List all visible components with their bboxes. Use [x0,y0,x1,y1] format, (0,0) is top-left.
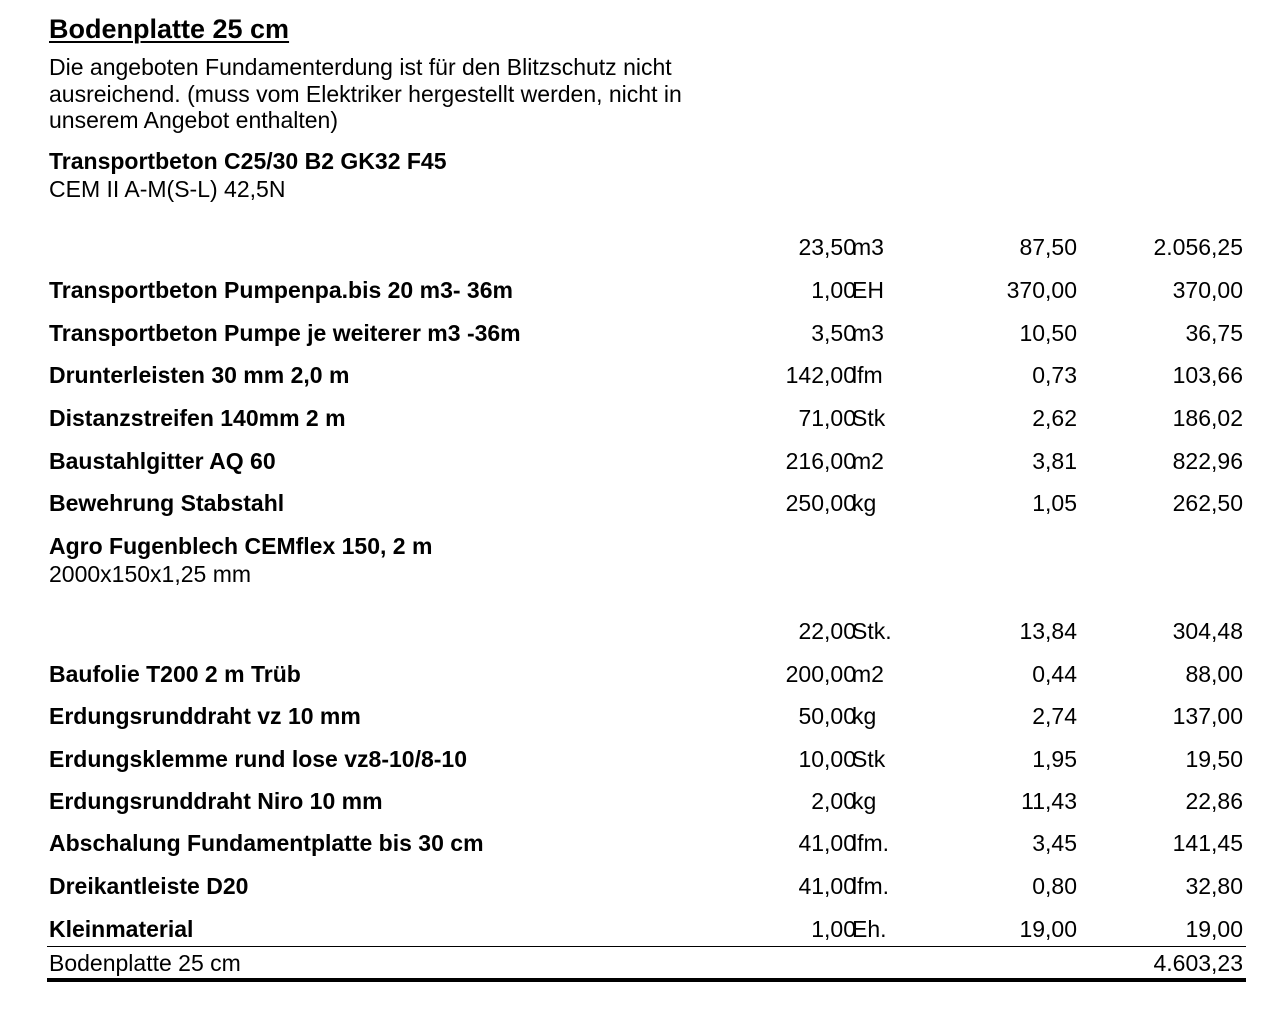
item-unit-price: 87,50 [1019,234,1077,260]
subtotal-rule [47,946,1246,947]
item-description: Bewehrung Stabstahl [49,490,285,516]
item-unit-price: 10,50 [1019,320,1077,346]
table-row [0,403,1280,433]
item-quantity: 71,00 [798,405,856,431]
table-row [0,360,1280,390]
table-row [0,871,1280,901]
table-row [0,659,1280,689]
item-total: 141,45 [1172,830,1243,856]
item-description: Abschalung Fundamentplatte bis 30 cm [49,830,484,856]
note-line: Die angeboten Fundamenterdung ist für den Blitzschutz nicht [49,54,672,80]
item-total: 22,86 [1185,788,1243,814]
item-description: Erdungsrunddraht vz 10 mm [49,703,361,729]
item-description-block [49,531,432,587]
table-row [0,914,1280,944]
summary-label: Bodenplatte 25 cm [49,950,241,976]
item-unit-price: 19,00 [1019,916,1077,942]
item-quantity: 22,00 [798,618,856,644]
item-unit: Stk [852,405,886,431]
item-subtext: 2000x150x1,25 mm [49,561,252,587]
item-unit: m2 [852,661,884,687]
item-total: 19,00 [1185,916,1243,942]
item-total: 262,50 [1172,490,1243,516]
item-unit-price: 3,81 [1032,448,1077,474]
item-description: Agro Fugenblech CEMflex 150, 2 m [49,533,433,559]
item-unit-price: 0,73 [1032,362,1077,388]
item-unit: EH [852,277,884,303]
item-quantity: 250,00 [785,490,856,516]
item-total: 822,96 [1172,448,1243,474]
item-unit: m3 [852,234,884,260]
item-unit-price: 0,44 [1032,661,1077,687]
item-unit: lfm. [852,830,890,856]
item-quantity: 1,00 [811,916,856,942]
table-row [0,232,1280,262]
item-subtext: CEM II A-M(S-L) 42,5N [49,176,286,202]
item-description: Erdungsrunddraht Niro 10 mm [49,788,383,814]
section-title: Bodenplatte 25 cm [49,14,290,44]
item-unit: Stk. [852,618,892,644]
section-note [49,54,749,134]
summary-total: 4.603,23 [1153,950,1243,976]
item-total: 36,75 [1185,320,1243,346]
table-row [0,828,1280,858]
item-quantity: 10,00 [798,746,856,772]
item-description: Drunterleisten 30 mm 2,0 m [49,362,350,388]
table-row [0,446,1280,476]
item-description: Transportbeton C25/30 B2 GK32 F45 [49,148,447,174]
item-quantity: 142,00 [785,362,856,388]
item-quantity: 41,00 [798,830,856,856]
item-description-block [49,146,447,202]
item-unit: Stk [852,746,886,772]
item-unit: m2 [852,448,884,474]
item-description: Baufolie T200 2 m Trüb [49,661,301,687]
total-rule [47,978,1246,982]
item-quantity: 3,50 [811,320,856,346]
item-total: 2.056,25 [1153,234,1243,260]
item-total: 19,50 [1185,746,1243,772]
item-total: 137,00 [1172,703,1243,729]
table-row [0,488,1280,518]
item-quantity: 2,00 [811,788,856,814]
item-unit-price: 0,80 [1032,873,1077,899]
item-unit-price: 2,74 [1032,703,1077,729]
item-quantity: 50,00 [798,703,856,729]
item-quantity: 216,00 [785,448,856,474]
item-quantity: 1,00 [811,277,856,303]
note-line: ausreichend. (muss vom Elektriker hergestellt werden, nicht in [49,80,682,107]
item-description: Erdungsklemme rund lose vz8-10/8-10 [49,746,467,772]
item-description: Dreikantleiste D20 [49,873,249,899]
item-unit-price: 11,43 [1021,788,1077,814]
item-total: 103,66 [1172,362,1243,388]
item-total: 88,00 [1185,661,1243,687]
item-total: 304,48 [1172,618,1243,644]
item-unit: m3 [852,320,884,346]
table-row [0,744,1280,774]
item-total: 186,02 [1172,405,1243,431]
item-unit-price: 370,00 [1006,277,1077,303]
item-quantity: 23,50 [798,234,856,260]
item-unit: Eh. [852,916,887,942]
table-row [0,701,1280,731]
item-description: Baustahlgitter AQ 60 [49,448,276,474]
item-quantity: 200,00 [785,661,856,687]
item-description: Transportbeton Pumpe je weiterer m3 -36m [49,320,521,346]
item-unit: kg [852,490,877,516]
item-unit-price: 2,62 [1032,405,1077,431]
summary-row [0,948,1280,978]
table-row [0,786,1280,816]
item-unit-price: 1,05 [1032,490,1077,516]
note-line: unserem Angebot enthalten) [49,107,338,133]
item-total: 32,80 [1185,873,1243,899]
item-total: 370,00 [1172,277,1243,303]
item-description: Distanzstreifen 140mm 2 m [49,405,346,431]
item-description: Transportbeton Pumpenpa.bis 20 m3- 36m [49,277,513,303]
item-description: Kleinmaterial [49,916,194,942]
item-quantity: 41,00 [798,873,856,899]
table-row [0,616,1280,646]
item-unit: lfm. [852,873,890,899]
item-unit: kg [852,788,877,814]
item-unit-price: 3,45 [1032,830,1077,856]
table-row [0,318,1280,348]
item-unit: lfm [852,362,883,388]
item-unit-price: 1,95 [1032,746,1077,772]
item-unit: kg [852,703,877,729]
table-row [0,275,1280,305]
item-unit-price: 13,84 [1019,618,1077,644]
